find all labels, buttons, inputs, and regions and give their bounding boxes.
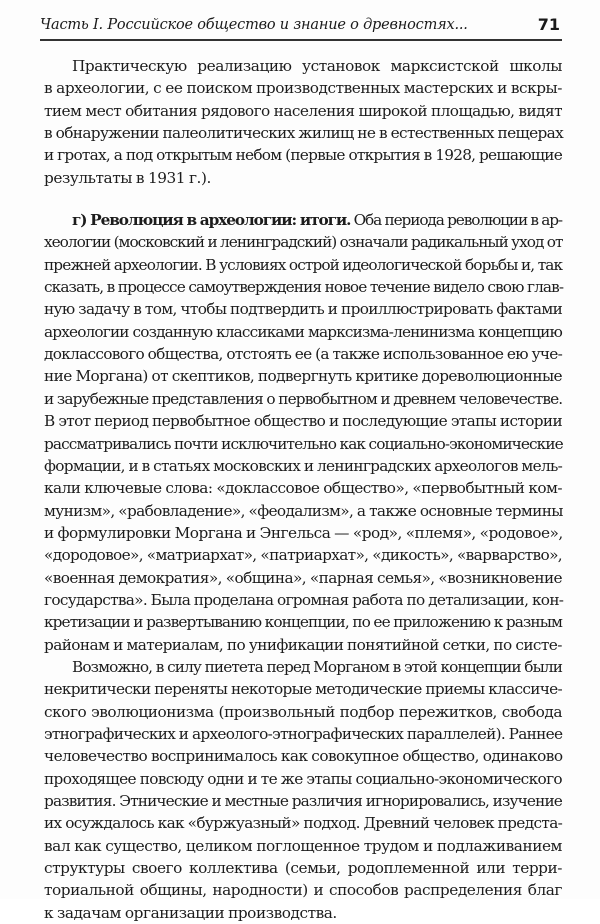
text-line: ную задачу в том, чтобы подтвердить и проиллюстрировать фактами [44,300,563,319]
text-line: в археологии, с ее поиском производственных мастерских и вскры- [44,79,562,98]
paragraph-3 [44,656,562,924]
text-line: хеологии (московский и ленинградский) означали радикальный уход от [44,233,563,252]
text-line: сказать, в процессе самоутверждения новое течение видело свою глав- [44,278,564,297]
text-line: структуры своего коллектива (семьи, родоплеменной или терри- [44,859,562,878]
text-line: проходящее повсюду одни и те же этапы социально-экономического [44,769,562,788]
text-line: ние Моргана) от скептиков, подвергнуть критике дореволюционные [44,367,562,386]
text-line: этнографических и археолого-этнографических параллелей). Раннее [44,724,563,743]
text-line: прежней археологии. В условиях острой идеологической борьбы и, так [44,255,563,274]
page-number: 71 [537,15,560,34]
text-line: мунизм», «рабовладение», «феодализм», а также основные термины [44,501,563,520]
text-line: формации, и в статьях московских и ленинградских археологов мель- [44,456,563,475]
text-line: к задачам организации производства. [44,903,337,922]
text-line: результаты в 1931 г.). [44,168,211,187]
text-line: в обнаружении палеолитических жилищ не в естественных пещерах [44,124,564,143]
text-line: некритически переняты некоторые методические приемы классиче- [44,680,562,699]
text-line: и гротах, а под открытым небом (первые открытия в 1928, решающие [44,146,562,165]
paragraph-1 [44,55,562,189]
text-line: Практическую реализацию установок марксистской школы [72,57,562,75]
text-line: ториальной общины, народности) и способов распределения благ [44,881,562,900]
text-line: и формулировки Моргана и Энгельса — «род», «племя», «родовое», [44,523,563,542]
text-line: археологии созданную классиками марксизма-ленинизма концепцию [44,322,562,341]
text-line: человечество воспринималось как совокупное общество, одинаково [44,747,563,766]
text-line: «военная демократия», «община», «парная семья», «возникновение [44,568,562,587]
body-text [44,55,562,924]
text-line: кретизации и развертыванию концепции, по ее приложению к разным [44,613,562,632]
text-line: и зарубежные представления о первобытном и древнем человечестве. [44,389,563,408]
text-line: доклассового общества, отстоять ее (а также использованное ею уче- [44,345,563,364]
paragraph-2-section-summary [44,209,562,656]
text-line: их осуждалось как «буржуазный» подход. Древний человек предста- [44,814,563,833]
running-header-title: Часть I. Российское общество и знание о древностях... [40,17,468,33]
text-line: В этот период первобытное общество и последующие этапы истории [44,412,562,431]
text-line: рассматривались почти исключительно как социально-экономические [44,434,563,453]
text-line: государства». Была проделана огромная работа по детализации, кон- [44,590,564,609]
text-line: ского эволюционизма (произвольный подбор пережитков, свобода [44,702,562,721]
text-line: кали ключевые слова: «доклассовое общество», «первобытный ком- [44,479,562,498]
text-line: тием мест обитания рядового населения широкой площадью, видят [44,101,562,120]
text-line: вал как существо, целиком поглощенное трудом и подлаживанием [44,836,562,855]
text-line: районам и материалам, по унификации понятийной сетки, по систе- [44,635,562,654]
text-line: Возможно, в силу пиетета перед Морганом в этой концепции были [72,657,562,676]
text-line [44,209,562,231]
section-heading: г) Революция в археологии: итоги. [72,211,351,230]
text-line: «дородовое», «матриархат», «патриархат», «дикость», «варварство», [44,546,562,565]
text-fragment: Оба периода революции в ар- [350,211,562,230]
running-header [40,15,562,41]
text-line: развития. Этнические и местные различия игнорировались, изучение [44,792,562,810]
